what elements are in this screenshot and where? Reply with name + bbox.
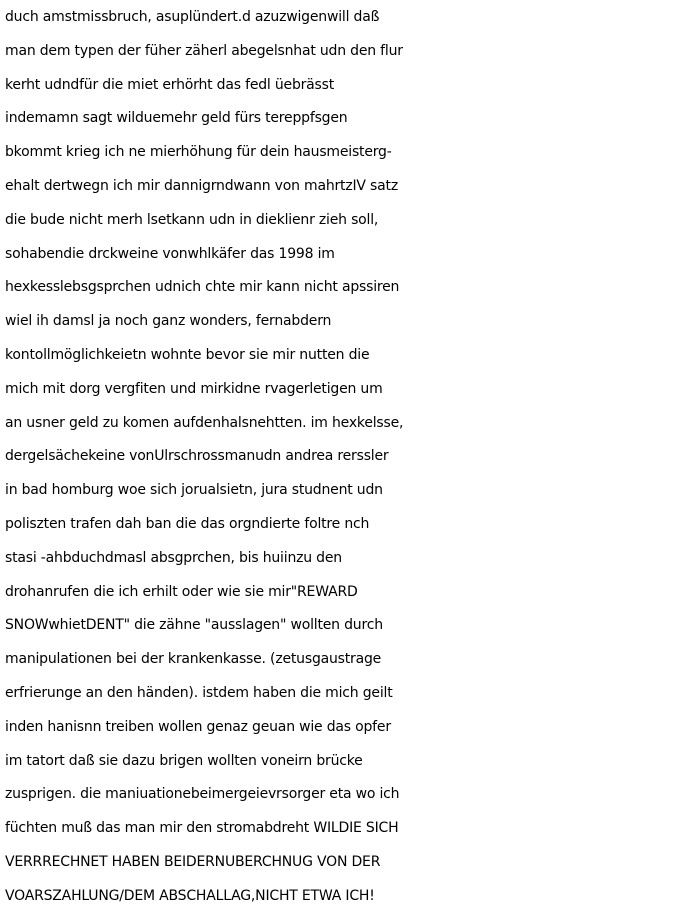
text-line-12: mich mit dorg vergfiten und mirkidne rvagerletigen um xyxy=(5,380,383,397)
text-line-21: erfrierunge an den händen). istdem haben die mich geilt xyxy=(5,684,393,701)
text-line-14: dergelsächekeine vonUlrschrossmanudn andrea rerssler xyxy=(5,448,389,465)
text-line-17: stasi -ahbduchdmasl absgprchen, bis huiinzu den xyxy=(5,549,342,566)
text-line-5: bkommt krieg ich ne mierhöhung für dein hausmeisterg- xyxy=(5,144,392,161)
text-line-3: kerht udndfür die miet erhörht das fedl üebrässt xyxy=(5,76,335,93)
text-line-19: SNOWwhietDENT" die zähne "ausslagen" wollten durch xyxy=(5,617,383,634)
text-line-24: zusprigen. die maniuationebeimergeievrsorger eta wo ich xyxy=(5,786,400,803)
text-line-11: kontollmöglichkeietn wohnte bevor sie mir nutten die xyxy=(5,346,370,363)
text-line-6: ehalt dertwegn ich mir dannigrndwann von mahrtzIV satz xyxy=(5,177,398,194)
text-line-25: füchten muß das man mir den stromabdreht WILDIE SICH xyxy=(5,820,399,837)
text-line-15: in bad homburg woe sich jorualsietn, jura studnent udn xyxy=(5,482,383,499)
text-line-1: duch amstmissbruch, asuplündert.d azuzwigenwill daß xyxy=(5,9,380,25)
text-line-7: die bude nicht merh lsetkann udn in dieklienr zieh soll, xyxy=(5,211,379,228)
text-line-23: im tatort daß sie dazu brigen wollten voneirn brücke xyxy=(5,752,363,769)
text-line-8: sohabendie drckweine vonwhlkäfer das 1998 im xyxy=(5,245,335,262)
text-line-20: manipulationen bei der krankenkasse. (zetusgaustrage xyxy=(5,651,382,668)
text-line-26: VERRRECHNET HABEN BEIDERNUBERCHNUG VON DER xyxy=(5,853,381,870)
text-line-22: inden hanisnn treiben wollen genaz geuan wie das opfer xyxy=(5,718,391,735)
text-line-2: man dem typen der füher zäherl abegelsnhat udn den flur xyxy=(5,42,403,59)
text-line-18: drohanrufen die ich erhilt oder wie sie mir"REWARD xyxy=(5,583,358,600)
text-line-16: poliszten trafen dah ban die das orgndierte foltre nch xyxy=(5,515,370,532)
text-line-10: wiel ih damsl ja noch ganz wonders, fernabdern xyxy=(5,313,332,330)
text-line-9: hexkesslebsgsprchen udnich chte mir kann nicht apssiren xyxy=(5,279,400,296)
text-line-27: VOARSZAHLUNG/DEM ABSCHALLAG,NICHT ETWA ICH! xyxy=(5,887,375,904)
text-line-13: an usner geld zu komen aufdenhalsnehtten. im hexkelsse, xyxy=(5,414,404,431)
text-line-4: indemamn sagt wilduemehr geld fürs tereppfsgen xyxy=(5,110,348,127)
